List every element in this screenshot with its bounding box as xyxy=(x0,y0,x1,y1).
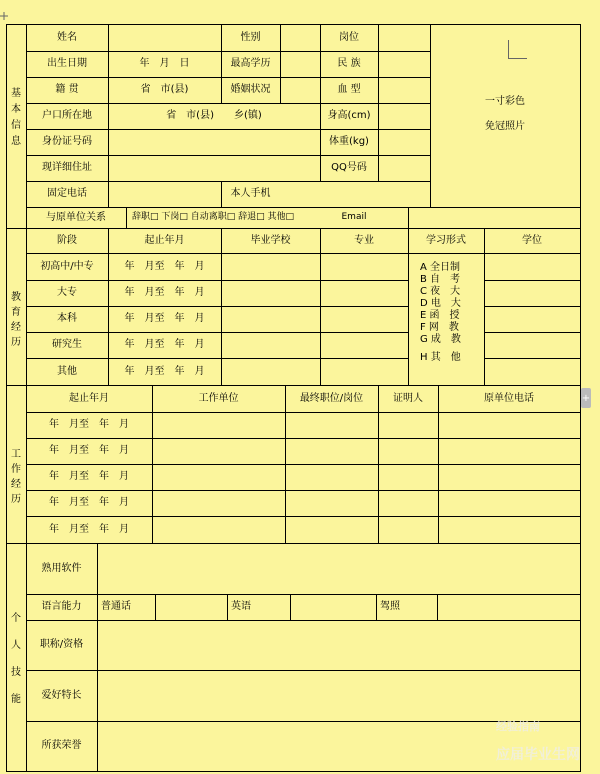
edu-form-2: C 夜 大 xyxy=(420,285,461,297)
edu-header-3: 专业 xyxy=(354,234,374,246)
label-idno: 身份证号码 xyxy=(42,136,92,147)
section-title-char: 历 xyxy=(11,494,21,505)
label-height: 身高(cm) xyxy=(327,110,371,121)
rule-v xyxy=(580,24,581,772)
photo-crop-mark xyxy=(508,40,527,59)
rule-h xyxy=(484,332,581,333)
section-title-char: 息 xyxy=(11,135,21,147)
section-title-char: 历 xyxy=(11,337,21,348)
label-ethnic: 民 族 xyxy=(337,58,361,69)
label-weight: 体重(kg) xyxy=(329,136,369,147)
edu-header-2: 毕业学校 xyxy=(250,234,291,246)
label-relation: 与原单位关系 xyxy=(46,211,106,223)
section-title-char: 作 xyxy=(11,464,21,475)
work-header-2: 最终职位/岗位 xyxy=(299,392,364,404)
edu-date-4[interactable]: 年 月至 年 月 xyxy=(124,365,205,377)
label-awards: 所获荣誉 xyxy=(41,740,82,751)
edu-form-5: F 网 教 xyxy=(420,321,459,333)
edu-header-4: 学习形式 xyxy=(426,234,466,246)
section-title-char: 技 xyxy=(11,667,21,678)
table-move-handle-icon[interactable] xyxy=(0,12,8,20)
section-title-char: 经 xyxy=(11,479,21,490)
work-title xyxy=(6,385,26,543)
software-input[interactable] xyxy=(98,544,580,594)
edu-stage-2: 本科 xyxy=(57,313,77,324)
section-title-char: 经 xyxy=(11,322,21,333)
edu-form-4: E 函 授 xyxy=(420,309,460,321)
rule-v xyxy=(280,24,281,104)
edu-form-7: H 其 他 xyxy=(420,351,461,363)
rule-h xyxy=(484,280,581,281)
work-header-1: 工作单位 xyxy=(198,392,239,404)
edu-stage-4: 其他 xyxy=(57,365,77,377)
edu-header-5: 学位 xyxy=(522,234,542,246)
edu-stage-0: 初高中/中专 xyxy=(40,260,94,272)
edu-form-1: B 自 考 xyxy=(420,273,461,285)
label-address: 现详细住址 xyxy=(42,162,92,173)
work-date-4[interactable]: 年 月至 年 月 xyxy=(49,523,129,535)
work-date-1[interactable]: 年 月至 年 月 xyxy=(49,445,129,456)
label-software: 熟用软件 xyxy=(41,562,82,574)
section-title-char: 工 xyxy=(11,449,21,460)
label-name: 姓名 xyxy=(57,31,77,43)
edu-date-0[interactable]: 年 月至 年 月 xyxy=(124,260,205,272)
rule-h xyxy=(484,306,581,307)
watermark-top: 经验指南 xyxy=(496,720,540,733)
photo-label-2: 免冠照片 xyxy=(485,121,525,132)
label-phone: 固定电话 xyxy=(47,188,87,199)
work-header-4: 原单位电话 xyxy=(484,392,534,404)
label-mobile: 本人手机 xyxy=(230,188,271,199)
edu-date-3[interactable]: 年 月至 年 月 xyxy=(124,339,205,350)
label-email: Email xyxy=(341,212,367,222)
label-marital: 婚姻状况 xyxy=(230,84,271,95)
edu-stage-3: 研究生 xyxy=(52,339,82,350)
edu-header-1: 起止年月 xyxy=(144,234,185,246)
work-header-0: 起止年月 xyxy=(69,392,109,404)
hobby-input[interactable] xyxy=(98,671,580,721)
edu-date-2[interactable]: 年 月至 年 月 xyxy=(124,313,205,324)
label-license: 驾照 xyxy=(380,601,400,612)
label-mandarin: 普通话 xyxy=(101,601,131,612)
photo-box[interactable] xyxy=(431,25,580,207)
rule-v xyxy=(378,24,379,182)
label-english: 英语 xyxy=(231,601,251,612)
edu-stage-1: 大专 xyxy=(57,287,77,298)
section-title-char: 育 xyxy=(11,307,21,318)
section-title-char: 信 xyxy=(11,119,21,131)
section-title-char: 基 xyxy=(11,88,21,100)
label-language: 语言能力 xyxy=(41,601,82,612)
rule-h xyxy=(6,771,581,772)
label-education: 最高学历 xyxy=(230,58,271,69)
label-native: 籍 贯 xyxy=(55,84,79,95)
rule-v xyxy=(408,207,409,229)
skills-title xyxy=(6,543,26,771)
label-hukou: 户口所在地 xyxy=(42,110,92,121)
section-title-char: 能 xyxy=(11,694,21,705)
work-date-2[interactable]: 年 月至 年 月 xyxy=(49,471,129,482)
label-title-cert: 职称/资格 xyxy=(39,639,84,650)
edu-date-1[interactable]: 年 月至 年 月 xyxy=(124,287,205,298)
section-title-char: 本 xyxy=(11,104,21,116)
hukou-value[interactable]: 省 市(县) 乡(镇) xyxy=(166,110,262,121)
section-title-char: 人 xyxy=(11,640,21,651)
photo-label-1: 一寸彩色 xyxy=(485,96,525,107)
edu-form-6: G 成 教 xyxy=(420,333,461,345)
work-header-3: 证明人 xyxy=(393,392,423,404)
label-position: 岗位 xyxy=(339,31,359,43)
watermark-bottom: 应届毕业生网 xyxy=(496,747,580,763)
basic-title xyxy=(6,24,26,207)
label-hobby: 爱好特长 xyxy=(41,689,82,701)
label-gender: 性别 xyxy=(240,31,261,43)
title-cert-input[interactable] xyxy=(98,621,580,670)
rule-h xyxy=(408,253,581,254)
label-qq: QQ号码 xyxy=(331,162,367,173)
work-date-3[interactable]: 年 月至 年 月 xyxy=(49,497,129,508)
native-value[interactable]: 省 市(县) xyxy=(140,84,189,95)
edu-form-0: A 全日制 xyxy=(420,261,461,273)
section-title-char: 个 xyxy=(11,613,21,624)
section-title-char: 教 xyxy=(11,292,21,303)
label-blood: 血 型 xyxy=(337,84,361,95)
rule-h xyxy=(484,358,581,359)
add-column-icon[interactable]: + xyxy=(581,388,591,408)
edu-form-3: D 电 大 xyxy=(420,297,461,309)
work-date-0[interactable]: 年 月至 年 月 xyxy=(49,419,129,430)
birth-value[interactable]: 年 月 日 xyxy=(139,58,190,69)
label-birth: 出生日期 xyxy=(47,58,87,69)
resume-table xyxy=(6,24,580,772)
relation-options[interactable]: 辞职□ 下岗□ 自动离职□ 辞退□ 其他□ xyxy=(132,212,294,222)
edu-title xyxy=(6,228,26,385)
edu-header-0: 阶段 xyxy=(57,234,77,246)
